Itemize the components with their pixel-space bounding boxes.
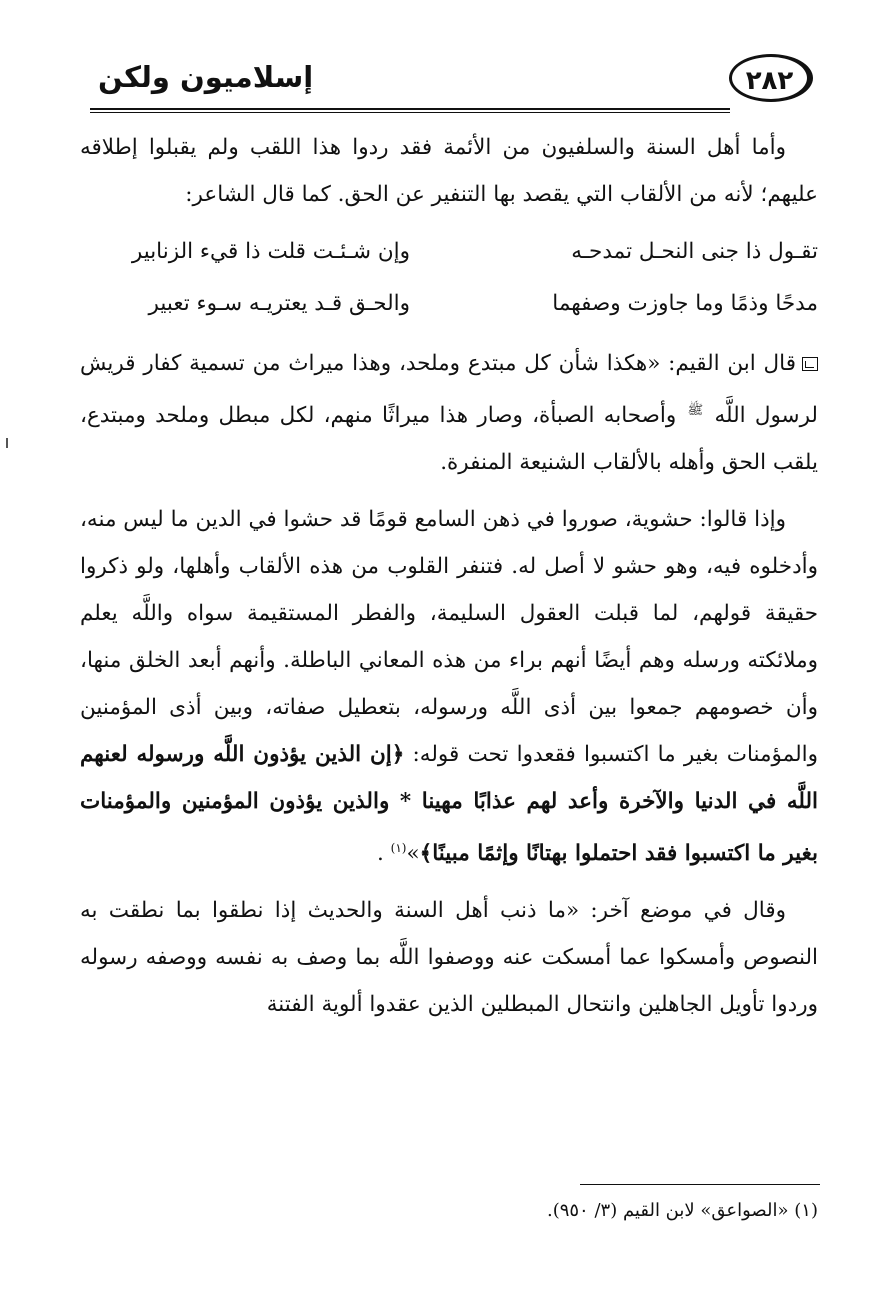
paragraph-ibn-alqayyim xyxy=(80,340,818,486)
quote-text: قال ابن القيم: «هكذا شأن كل مبتدع وملحد، وهذا ميراث من تسمية كفار قريش لرسول اللَّه xyxy=(80,351,818,429)
paragraph-text: وإذا قالوا: حشوية، صوروا في ذهن السامع قومًا قد حشوا في الدين ما ليس منه، وأدخلوه فيه، وهو حشو لا أصل له. فتنفر القلوب من هذه الألقاب وأهلها، ولو ذكروا حقيقة قولهم، لما قبلت العقول السليمة، والفطر المستقيمة سواه واللَّه يعلم وملائكته ورسله وهم أيضًا أنهم براء من هذه المعاني الباطلة. وأنهم أبعد الخلق منها، وأن خصومهم جمعوا بين أذى اللَّه ورسوله، بتعطيل صفاته، وبين أذى المؤمنين والمؤمنات بغير ما اكتسبوا فقعدوا تحت قوله: xyxy=(79,507,819,768)
paragraph-another-place: وقال في موضع آخر: «ما ذنب أهل السنة والحديث إذا نطقوا بما نطقت به النصوص وأمسكوا عما أمسكت عنه ووصفوا اللَّه بما وصف به نفسه ووصفه رسوله وردوا تأويل الجاهلين وانتحال المبطلين الذين عقدوا ألوية الفتنة xyxy=(80,898,818,1018)
poem xyxy=(80,226,818,330)
main-text xyxy=(80,124,818,1028)
poem-second-hemistich: وإن شـئـت قلت ذا قيء الزنابير xyxy=(131,239,410,264)
footnote-reference[interactable]: (١) xyxy=(390,841,407,856)
header-divider xyxy=(90,108,730,110)
page-number: ٢٨٢ xyxy=(729,54,813,102)
poem-first-hemistich: تقـول ذا جنى النحـل تمدحـه xyxy=(571,239,818,264)
footnote-divider xyxy=(580,1184,820,1185)
poem-second-hemistich: والحـق قـد يعتريـه سـوء تعبير xyxy=(148,291,410,316)
paragraph-hashwiyya xyxy=(80,496,818,877)
margin-mark xyxy=(6,438,8,448)
quote-text-continued: وأصحابه الصبأة، وصار هذا ميراثًا منهم، لكل مبطل وملحد ومبتدع، يلقب الحق وأهله بالألقاب الشنيعة المنفرة. xyxy=(80,403,818,476)
quotation-marker-icon xyxy=(802,357,818,371)
sentence-end: . xyxy=(376,841,384,867)
closing-quote: » xyxy=(406,841,420,867)
running-title: إسلاميون ولكن xyxy=(98,60,314,94)
poem-line xyxy=(80,278,818,330)
poem-line xyxy=(80,226,818,278)
quran-verse: ﴿إن الذين يؤذون اللَّه ورسوله لعنهم اللَّه في الدنيا والآخرة وأعد لهم عذابًا مهينا * والذين يؤذون المؤمنين والمؤمنات بغير ما اكتسبوا فقد احتملوا بهتانًا وإثمًا مبينًا﴾ xyxy=(80,742,818,867)
poem-first-hemistich: مدحًا وذمًا وما جاوزت وصفهما xyxy=(552,291,818,316)
footnote: (١) «الصواعق» لابن القيم (٣/ ٩٥٠). xyxy=(546,1200,818,1221)
salutation-glyph: ﷺ xyxy=(687,403,704,418)
paragraph-intro: وأما أهل السنة والسلفيون من الأئمة فقد ردوا هذا اللقب ولم يقبلوا إطلاقه عليهم؛ لأنه من الألقاب التي يقصد بها التنفير عن الحق. كما قال الشاعر: xyxy=(80,135,818,207)
header-divider-thin xyxy=(90,112,730,113)
